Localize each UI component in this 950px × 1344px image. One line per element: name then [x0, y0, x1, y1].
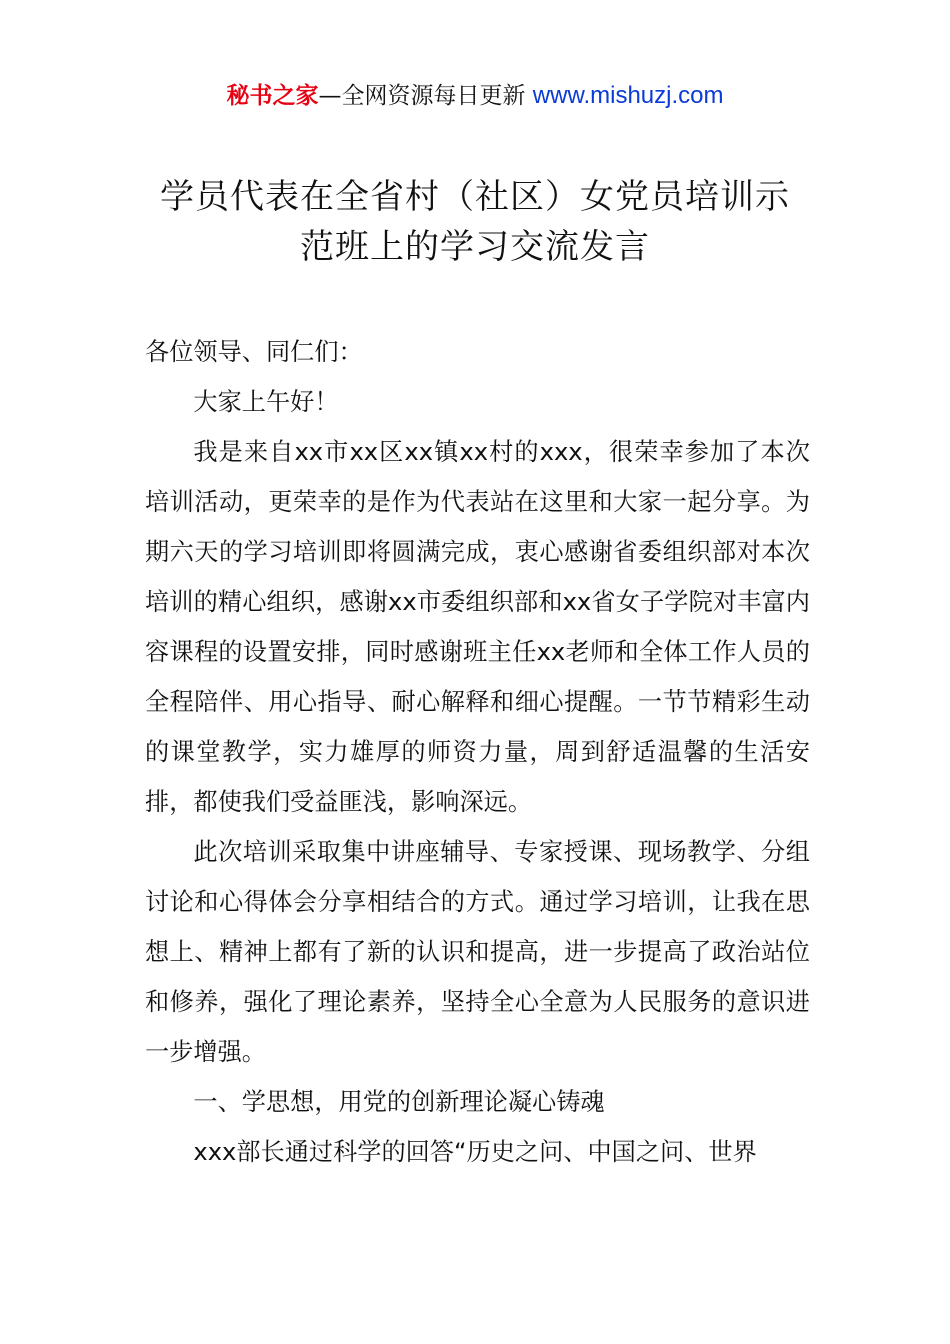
title-line-2: 范班上的学习交流发言	[300, 227, 650, 267]
header-tagline: —全网资源每日更新	[318, 83, 533, 109]
title-line-1: 学员代表在全省村（社区）女党员培训示	[160, 177, 790, 217]
paragraph-training-method: 此次培训采取集中讲座辅导、专家授课、现场教学、分组讨论和心得体会分享相结合的方式。通过学习培训，让我在思想上、精神上都有了新的认识和提高，进一步提高了政治站位和修养，强化了理论素养，坚持全心全意为人民服务的意识进一步增强。	[145, 838, 810, 1066]
document-body	[145, 327, 810, 1177]
document-title	[100, 172, 850, 272]
brand-name: 秘书之家	[226, 83, 319, 109]
greeting: 大家上午好！	[193, 388, 339, 416]
site-header	[0, 78, 950, 114]
section-heading-1: 一、学思想，用党的创新理论凝心铸魂	[193, 1088, 605, 1116]
salutation: 各位领导、同仁们：	[145, 338, 363, 366]
paragraph-section-1: xxx部长通过科学的回答“历史之问、中国之问、世界	[193, 1138, 757, 1166]
paragraph-intro: 我是来自xx市xx区xx镇xx村的xxx，很荣幸参加了本次培训活动，更荣幸的是作为代表站在这里和大家一起分享。为期六天的学习培训即将圆满完成，衷心感谢省委组织部对本次培训的精心组织，感谢xx市委组织部和xx省女子学院对丰富内容课程的设置安排，同时感谢班主任xx老师和全体工作人员的全程陪伴、用心指导、耐心解释和细心提醒。一节节精彩生动的课堂教学，实力雄厚的师资力量，周到舒适温馨的生活安排，都使我们受益匪浅，影响深远。	[145, 438, 810, 816]
site-url-link[interactable]: www.mishuzj.com	[532, 82, 724, 109]
